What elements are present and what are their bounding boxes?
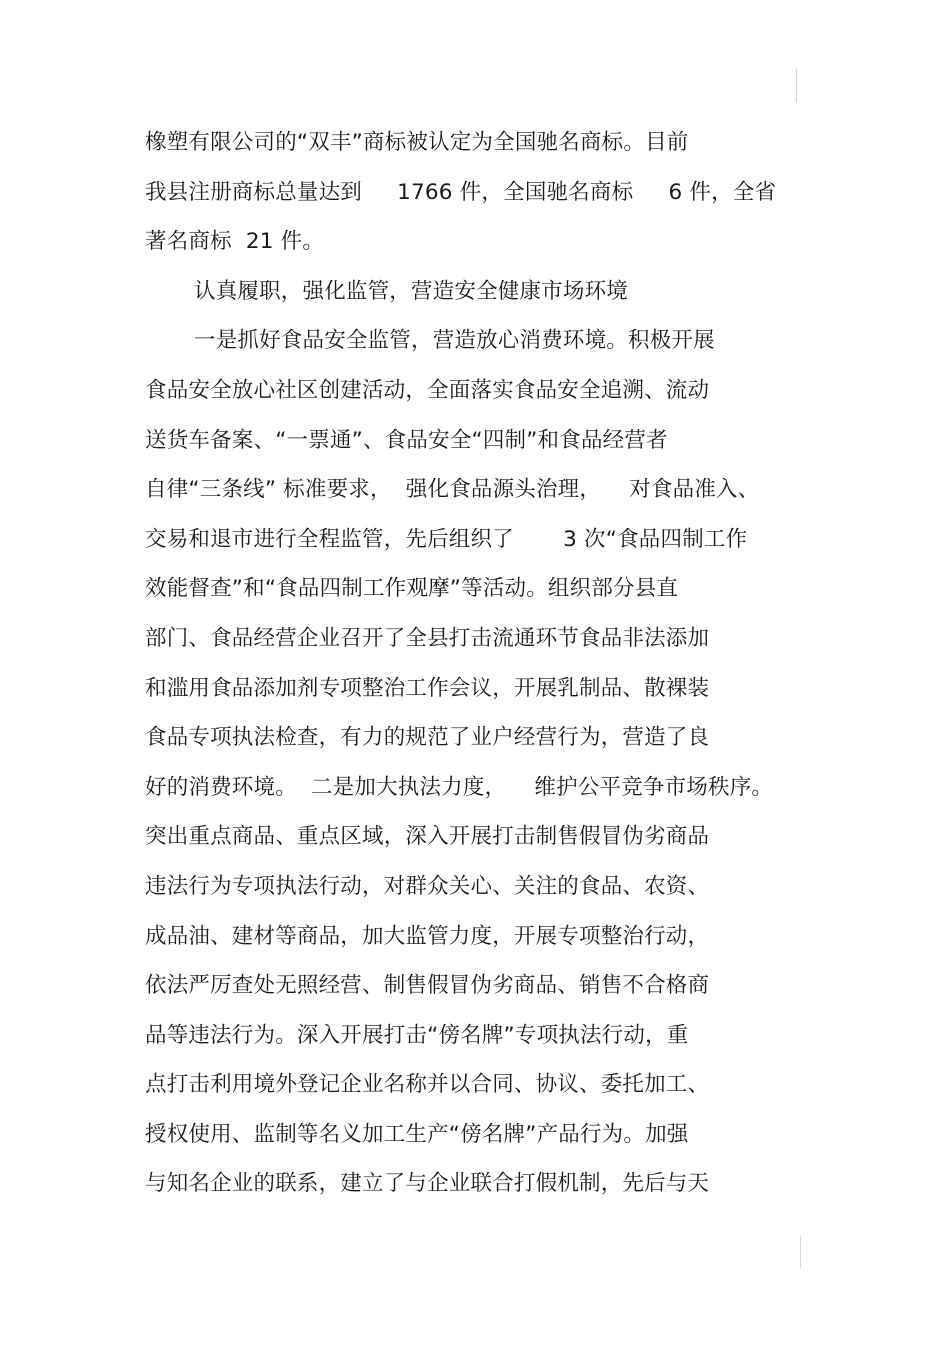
page-edge-mark-top — [796, 68, 797, 102]
text-line: 交易和退市进行全程监管，先后组织了 3 次“食品四制工作 — [145, 526, 748, 552]
text-line: 认真履职，强化监管，营造安全健康市场环境 — [194, 278, 629, 304]
document-body — [145, 118, 805, 1209]
page-edge-mark-bottom — [800, 1235, 801, 1269]
text-line: 成品油、建材等商品，加大监管力度，开展专项整治行动， — [145, 923, 710, 949]
text-line: 突出重点商品、重点区域，深入开展打击制售假冒伪劣商品 — [145, 824, 710, 850]
text-line: 送货车备案、“一票通”、食品安全“四制”和食品经营者 — [145, 427, 668, 453]
text-line: 与知名企业的联系，建立了与企业联合打假机制，先后与天 — [145, 1171, 710, 1197]
text-line: 食品专项执法检查，有力的规范了业户经营行为，营造了良 — [145, 725, 710, 751]
text-line: 橡塑有限公司的“双丰”商标被认定为全国驰名商标。目前 — [145, 130, 689, 155]
text-line: 依法严厉查处无照经营、制售假冒伪劣商品、销售不合格商 — [145, 973, 710, 999]
text-line: 著名商标 21 件。 — [145, 229, 325, 255]
text-line: 违法行为专项执法行动，对群众关心、关注的食品、农资、 — [145, 873, 710, 899]
text-line: 部门、食品经营企业召开了全县打击流通环节食品非法添加 — [145, 625, 710, 651]
text-line: 点打击利用境外登记企业名称并以合同、协议、委托加工、 — [145, 1072, 710, 1098]
text-line: 自律“三条线” 标准要求， 强化食品源头治理， 对食品准入、 — [145, 477, 760, 503]
text-line: 一是抓好食品安全监管，营造放心消费环境。积极开展 — [194, 328, 715, 354]
text-line: 效能督查”和“食品四制工作观摩”等活动。组织部分县直 — [145, 576, 679, 602]
text-line: 我县注册商标总量达到 1766 件，全国驰名商标 6 件，全省 — [145, 179, 777, 205]
text-line: 和滥用食品添加剂专项整治工作会议，开展乳制品、散裸装 — [145, 675, 710, 701]
text-line: 品等违法行为。深入开展打击“傍名牌”专项执法行动，重 — [145, 1022, 689, 1048]
text-line: 食品安全放心社区创建活动，全面落实食品安全追溯、流动 — [145, 377, 710, 403]
text-line: 授权使用、监制等名义加工生产“傍名牌”产品行为。加强 — [145, 1121, 689, 1147]
text-line: 好的消费环境。 二是加大执法力度， 维护公平竞争市场秩序。 — [145, 774, 774, 800]
